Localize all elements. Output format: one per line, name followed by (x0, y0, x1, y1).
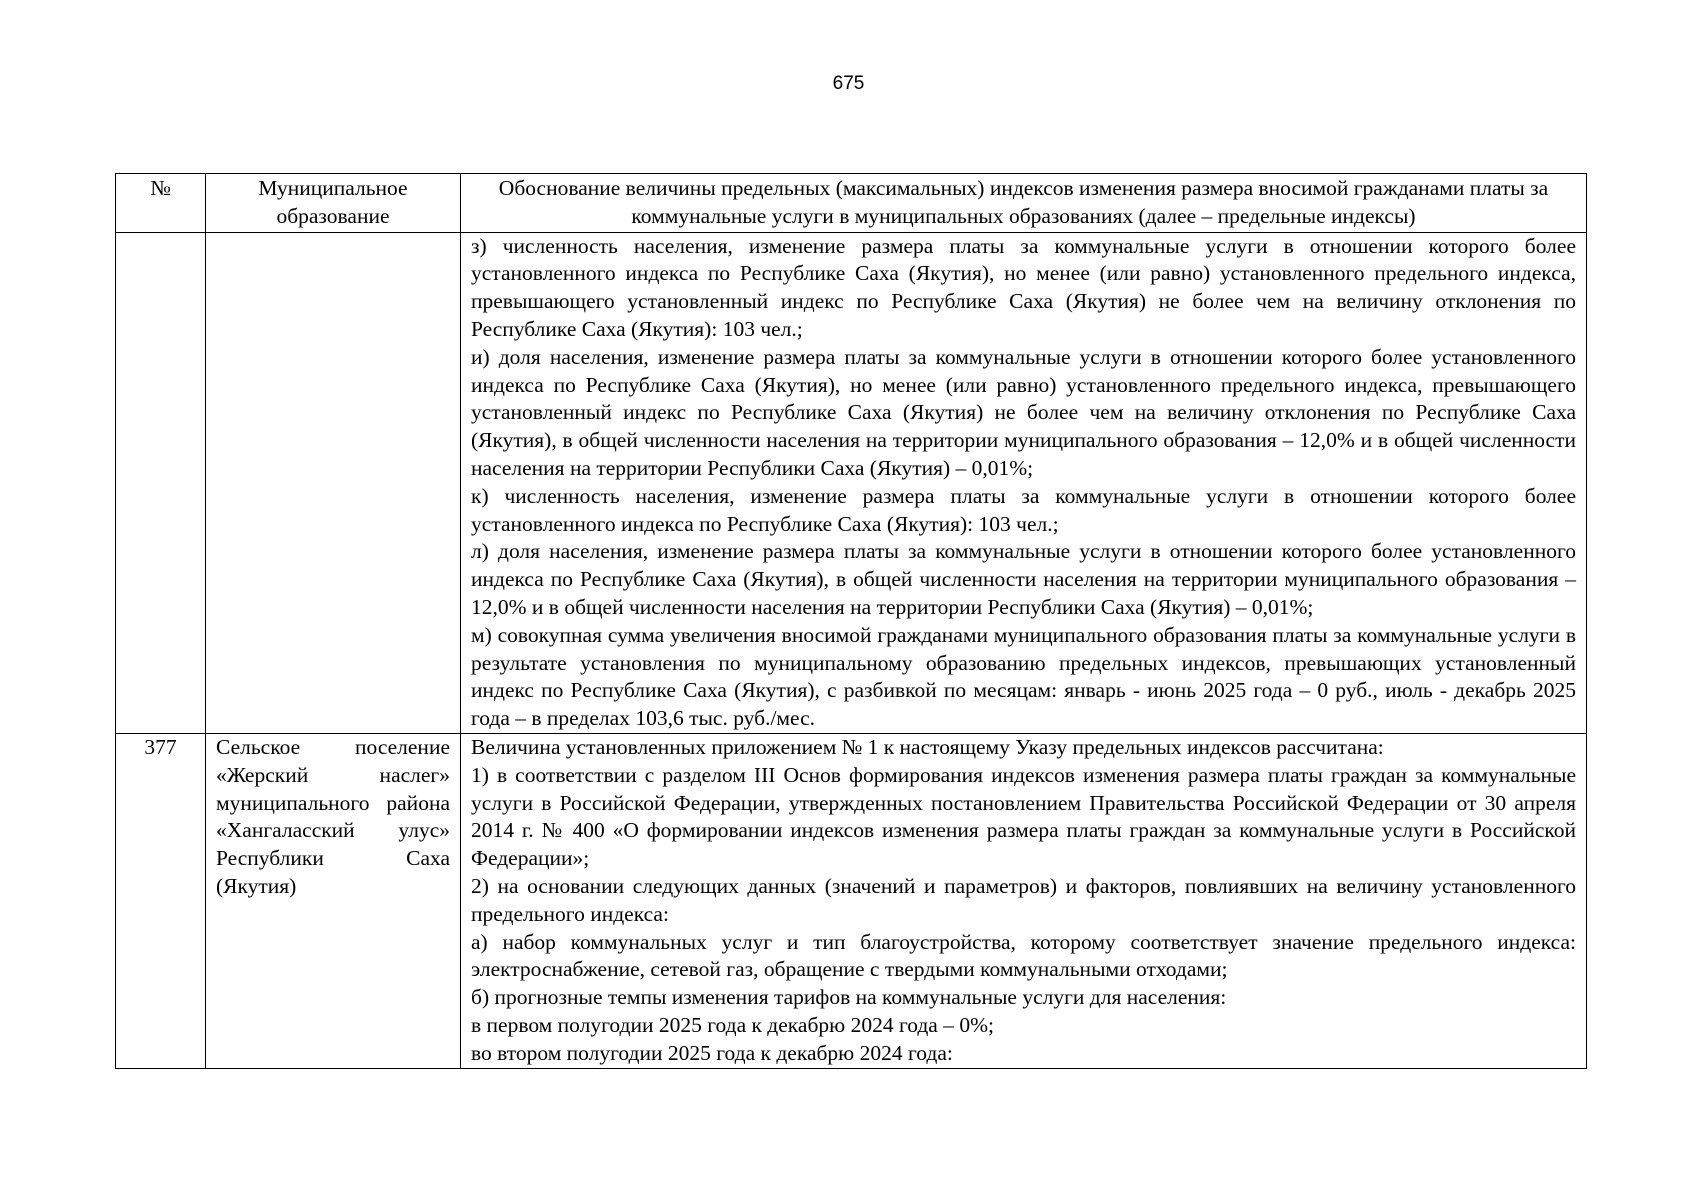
header-municipality: Муниципальное образование (206, 174, 461, 233)
paragraph-l: л) доля населения, изменение размера платы за коммунальные услуги в отношении которого более установленного индекса по Республике Саха (Якутия), в общей численности населения на территории муниципального образования – 12,0% и в общей численности населения на территории Республики Саха (Якутия) – 0,01%; (471, 539, 1576, 619)
row-justification (461, 232, 1587, 733)
table-row (116, 232, 1587, 733)
header-number: № (116, 174, 206, 233)
row-municipality (206, 232, 461, 733)
paragraph-1: 1) в соответствии с разделом III Основ формирования индексов изменения размера платы граждан за коммунальные услуги в Российской Федерации, утвержденных постановлением Правительства Российской Федерации от 30 апреля 2014 г. № 400 «О формировании индексов изменения размера платы граждан за коммунальные услуги в Российской Федерации»; (471, 762, 1576, 871)
paragraph-i: и) доля населения, изменение размера платы за коммунальные услуги в отношении которого более установленного индекса по Республике Саха (Якутия), но менее (или равно) установленного предельного индекса, превышающего установленный индекс по Республике Саха (Якутия) не более чем на величину отклонения по Республике Саха (Якутия), в общей численности населения на территории муниципального образования – 12,0% и в общей численности населения на территории Республики Саха (Якутия) – 0,01%; (471, 344, 1576, 480)
header-justification: Обоснование величины предельных (максимальных) индексов изменения размера вносимой гражданами платы за коммунальные услуги в муниципальных образованиях (далее – предельные индексы) (461, 174, 1587, 233)
paragraph-b: б) прогнозные темпы изменения тарифов на коммунальные услуги для населения: (471, 985, 1227, 1010)
justification-table (115, 173, 1587, 1069)
paragraph-m: м) совокупная сумма увеличения вносимой гражданами муниципального образования платы за коммунальные услуги в результате установления по муниципальному образованию предельных индексов, превышающих установленный индекс по Республике Саха (Якутия), с разбивкой по месяцам: январь - июнь 2025 года – 0 руб., июль - декабрь 2025 года – в пределах 103,6 тыс. руб./мес. (471, 622, 1576, 731)
page-number: 675 (832, 73, 865, 94)
table-row (116, 733, 1587, 1068)
row-number (116, 232, 206, 733)
paragraph-2: 2) на основании следующих данных (значений и параметров) и факторов, повлиявших на величину установленного предельного индекса: (471, 873, 1576, 926)
paragraph-intro: Величина установленных приложением № 1 к настоящему Указу предельных индексов рассчитана: (471, 734, 1384, 759)
paragraph-z: з) численность населения, изменение размера платы за коммунальные услуги в отношении которого более установленного индекса по Республике Саха (Якутия), но менее (или равно) установленного предельного индекса, превышающего установленный индекс по Республике Саха (Якутия) не более чем на величину отклонения по Республике Саха (Якутия): 103 чел.; (471, 233, 1576, 341)
table-header-row (116, 174, 1587, 233)
row-municipality: Сельское поселение «Жерский наслег» муниципального района «Хангаласский улус» Республики Саха (Якутия) (206, 733, 461, 1068)
paragraph-k: к) численность населения, изменение размера платы за коммунальные услуги в отношении которого более установленного индекса по Республике Саха (Якутия): 103 чел.; (471, 483, 1576, 536)
row-number: 377 (116, 733, 206, 1068)
paragraph-first-half: в первом полугодии 2025 года к декабрю 2024 года – 0%; (471, 1012, 994, 1037)
paragraph-second-half: во втором полугодии 2025 года к декабрю 2024 года: (471, 1040, 953, 1065)
paragraph-a: а) набор коммунальных услуг и тип благоустройства, которому соответствует значение предельного индекса: электроснабжение, сетевой газ, обращение с твердыми коммунальными отходами; (471, 929, 1576, 982)
row-justification (461, 733, 1587, 1068)
